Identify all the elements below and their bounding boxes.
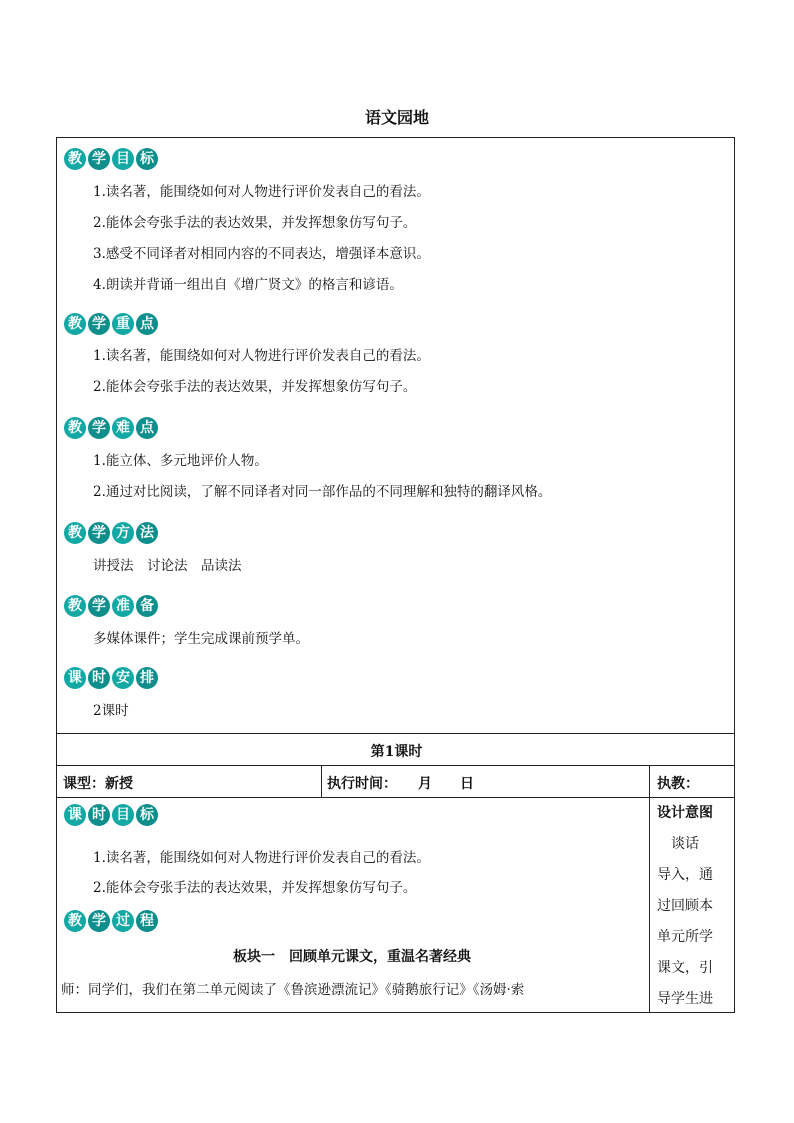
teaching-key-points-line: 1.读名著，能围绕如何对人物进行评价发表自己的看法。 [93, 348, 430, 364]
teaching-process-badge-char: 教 [64, 910, 86, 932]
teaching-goals-badge-char: 学 [88, 148, 110, 170]
teaching-preparation-badge-char: 教 [64, 595, 86, 617]
teaching-preparation-badge-char: 学 [88, 595, 110, 617]
lesson-goals-line: 1.读名著，能围绕如何对人物进行评价发表自己的看法。 [93, 850, 430, 866]
teaching-goals-badge-char: 标 [136, 148, 158, 170]
design-intent-line: 课文，引 [657, 960, 713, 976]
teaching-difficulties-badge-char: 教 [64, 417, 86, 439]
teaching-goals-badge-char: 目 [112, 148, 134, 170]
teaching-preparation-badge-char: 准 [112, 595, 134, 617]
lesson-1-heading: 第1课时 [370, 744, 423, 760]
lesson-schedule-badge [64, 667, 160, 689]
teaching-goals-badge-char: 教 [64, 148, 86, 170]
teaching-process-badge-char: 过 [112, 910, 134, 932]
lesson-type: 课型：新授 [63, 776, 133, 792]
teaching-preparation-badge-char: 备 [136, 595, 158, 617]
teaching-difficulties-line: 1.能立体、多元地评价人物。 [93, 453, 268, 469]
teaching-key-points-badge-char: 教 [64, 313, 86, 335]
teaching-goals-line: 1.读名著，能围绕如何对人物进行评价发表自己的看法。 [93, 184, 430, 200]
design-intent-line: 过回顾本 [657, 898, 713, 914]
teaching-preparation-line: 多媒体课件；学生完成课前预学单。 [93, 631, 309, 647]
lesson-goals-badge [64, 804, 160, 826]
lesson-goals-badge-char: 目 [112, 804, 134, 826]
design-intent-line: 导学生进 [657, 991, 713, 1007]
teaching-key-points-badge-char: 点 [136, 313, 158, 335]
teaching-difficulties-line: 2.通过对比阅读，了解不同译者对同一部作品的不同理解和独特的翻译风格。 [93, 484, 552, 500]
teaching-preparation-badge [64, 595, 160, 617]
block-one-title: 板块一 回顾单元课文，重温名著经典 [233, 949, 471, 965]
design-intent-line: 单元所学 [657, 929, 713, 945]
lesson-schedule-badge-char: 安 [112, 667, 134, 689]
teaching-process-badge-char: 学 [88, 910, 110, 932]
teaching-difficulties-badge-char: 学 [88, 417, 110, 439]
teaching-difficulties-badge-char: 点 [136, 417, 158, 439]
lesson-schedule-badge-char: 课 [64, 667, 86, 689]
teaching-goals-line: 4.朗读并背诵一组出自《增广贤文》的格言和谚语。 [93, 277, 403, 293]
teaching-methods-badge-char: 法 [136, 522, 158, 544]
lesson-schedule-line: 2课时 [93, 703, 129, 719]
design-intent-title: 设计意图 [657, 805, 713, 821]
teaching-methods-badge-char: 学 [88, 522, 110, 544]
execution-time: 执行时间： 月 日 [327, 776, 474, 792]
lesson-goals-badge-char: 标 [136, 804, 158, 826]
teaching-goals-line: 3.感受不同译者对相同内容的不同表达，增强译本意识。 [93, 246, 430, 262]
teaching-methods-badge-char: 方 [112, 522, 134, 544]
lesson-schedule-badge-char: 时 [88, 667, 110, 689]
teaching-methods-line: 讲授法 讨论法 品读法 [93, 558, 242, 574]
lesson-goals-badge-char: 时 [88, 804, 110, 826]
teaching-key-points-badge [64, 313, 160, 335]
teaching-methods-badge [64, 522, 160, 544]
teaching-goals-line: 2.能体会夸张手法的表达效果，并发挥想象仿写句子。 [93, 215, 417, 231]
design-intent-line: 谈话 [657, 836, 699, 852]
teaching-methods-badge-char: 教 [64, 522, 86, 544]
document-title: 语文园地 [364, 108, 429, 127]
teaching-process-badge [64, 910, 160, 932]
lesson-goals-line: 2.能体会夸张手法的表达效果，并发挥想象仿写句子。 [93, 880, 417, 896]
lesson-goals-badge-char: 课 [64, 804, 86, 826]
teaching-difficulties-badge-char: 难 [112, 417, 134, 439]
teaching-difficulties-badge [64, 417, 160, 439]
teaching-process-badge-char: 程 [136, 910, 158, 932]
teaching-key-points-line: 2.能体会夸张手法的表达效果，并发挥想象仿写句子。 [93, 379, 417, 395]
teaching-key-points-badge-char: 学 [88, 313, 110, 335]
teaching-goals-badge [64, 148, 160, 170]
teacher-speech-line: 师：同学们，我们在第二单元阅读了《鲁滨逊漂流记》《骑鹅旅行记》《汤姆·索 [61, 982, 525, 998]
lesson-schedule-badge-char: 排 [136, 667, 158, 689]
design-intent-line: 导入，通 [657, 867, 713, 883]
teaching-key-points-badge-char: 重 [112, 313, 134, 335]
lesson-plan-table [56, 137, 735, 1013]
design-intent-column [657, 798, 727, 1015]
teacher-field: 执教： [657, 776, 699, 792]
